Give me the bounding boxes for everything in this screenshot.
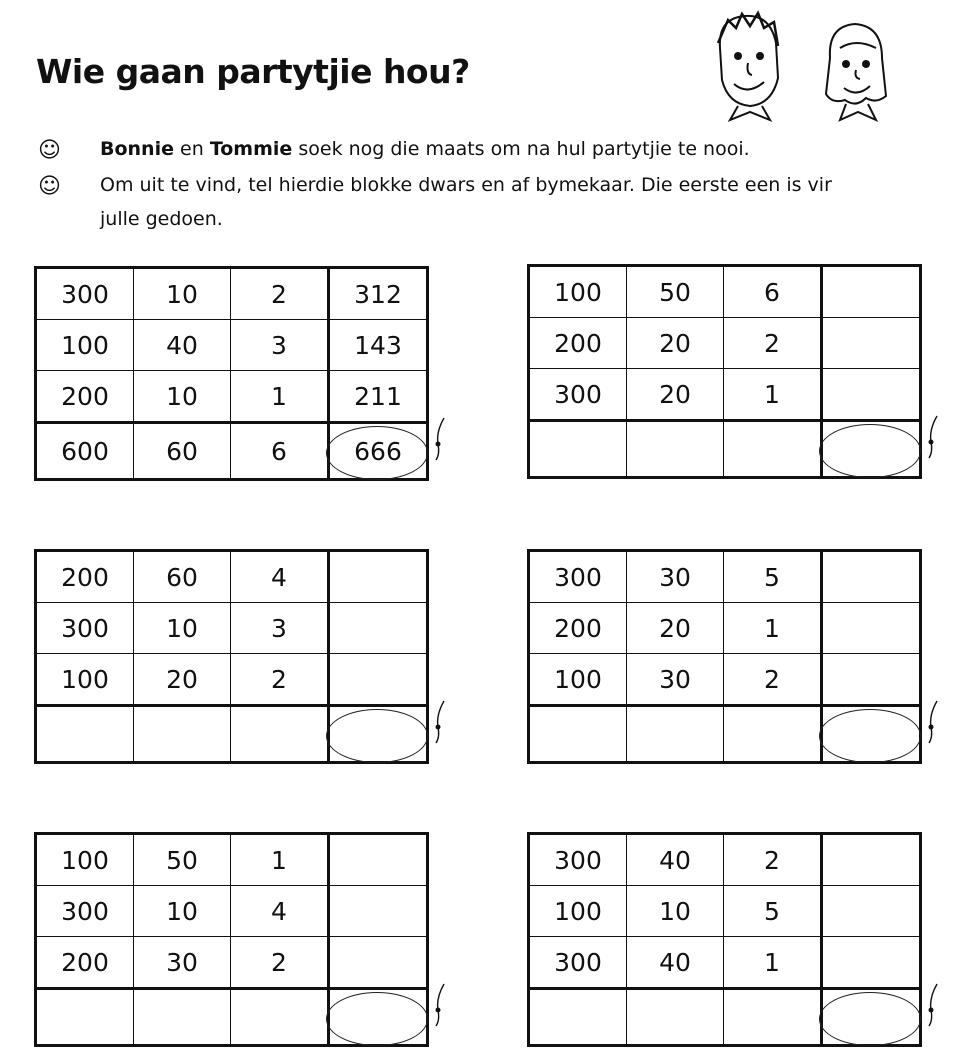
grid-cell: 10 (134, 603, 231, 654)
grid-cell[interactable] (329, 937, 428, 989)
grid-cell: 10 (134, 886, 231, 937)
sum-cell[interactable] (36, 989, 134, 1046)
grid-cell: 40 (627, 834, 724, 886)
grid-cell: 300 (36, 603, 134, 654)
total-oval (326, 992, 428, 1046)
grid-cell: 300 (529, 937, 627, 989)
sum-cell: 6 (231, 423, 329, 480)
grid-cell: 100 (36, 654, 134, 706)
grid-cell: 60 (134, 551, 231, 603)
grid-cell: 6 (724, 266, 822, 318)
sum-cell[interactable] (529, 989, 627, 1046)
grid-cell: 100 (529, 266, 627, 318)
total-oval (819, 424, 921, 478)
sum-cell[interactable] (627, 989, 724, 1046)
instruction-line-1: Bonnie en Tommie soek nog die maats om na hul partytjie te nooi. (100, 138, 750, 160)
grid-cell[interactable] (822, 603, 921, 654)
sum-cell[interactable] (724, 421, 822, 478)
check-tick-icon (923, 980, 943, 1030)
grid-cell: 312 (329, 268, 428, 320)
grid-cell: 100 (36, 834, 134, 886)
grid-cell: 50 (627, 266, 724, 318)
instruction-line-2: Om uit te vind, tel hierdie blokke dwars en af bymekaar. Die eerste een is vir (100, 174, 832, 196)
grid-cell[interactable] (822, 318, 921, 369)
sum-cell[interactable] (627, 421, 724, 478)
grid-cell: 1 (231, 834, 329, 886)
grid-cell[interactable] (329, 834, 428, 886)
grid-cell: 211 (329, 371, 428, 423)
grid-cell: 143 (329, 320, 428, 371)
grid-cell: 1 (724, 937, 822, 989)
check-tick-icon (923, 697, 943, 747)
smiley-bullet-icon: ☺ (38, 174, 61, 199)
grid-cell: 1 (724, 603, 822, 654)
grid-cell: 20 (134, 654, 231, 706)
sum-cell[interactable] (231, 706, 329, 763)
grid-cell: 2 (724, 318, 822, 369)
grid-cell: 2 (231, 937, 329, 989)
grid-cell: 3 (231, 603, 329, 654)
grid-cell: 2 (724, 834, 822, 886)
grid-cell: 200 (529, 603, 627, 654)
grid-cell: 200 (36, 937, 134, 989)
smiley-bullet-icon: ☺ (38, 138, 61, 163)
grid-cell: 100 (36, 320, 134, 371)
grid-cell[interactable] (822, 266, 921, 318)
children-illustration (700, 8, 905, 126)
page-title: Wie gaan partytjie hou? (36, 52, 470, 91)
grid-cell: 200 (529, 318, 627, 369)
grid-cell: 5 (724, 551, 822, 603)
grid-cell: 20 (627, 369, 724, 421)
grid-cell: 20 (627, 318, 724, 369)
total-oval (326, 426, 428, 480)
total-oval (326, 709, 428, 763)
grid-cell: 1 (231, 371, 329, 423)
sum-cell[interactable] (231, 989, 329, 1046)
check-tick-icon (430, 414, 450, 464)
grid-cell: 30 (134, 937, 231, 989)
sum-cell[interactable] (724, 989, 822, 1046)
grid-cell: 1 (724, 369, 822, 421)
instruction-line-3: julle gedoen. (100, 208, 223, 230)
boy-face-icon (718, 13, 778, 120)
grid-cell[interactable] (329, 886, 428, 937)
grid-cell[interactable] (822, 369, 921, 421)
sum-cell[interactable] (36, 706, 134, 763)
sum-cell: 666 (329, 423, 428, 480)
sum-cell[interactable] (134, 706, 231, 763)
grid-cell: 10 (134, 268, 231, 320)
sum-cell[interactable] (529, 706, 627, 763)
grid-cell[interactable] (822, 551, 921, 603)
grid-cell: 100 (529, 886, 627, 937)
sum-cell[interactable] (724, 706, 822, 763)
grid-cell: 200 (36, 551, 134, 603)
sum-cell: 60 (134, 423, 231, 480)
grid-cell[interactable] (822, 654, 921, 706)
grid-cell[interactable] (822, 886, 921, 937)
grid-cell: 40 (134, 320, 231, 371)
total-oval (819, 709, 921, 763)
grid-cell: 4 (231, 551, 329, 603)
grid-cell: 10 (627, 886, 724, 937)
grid-cell: 100 (529, 654, 627, 706)
grid-cell: 3 (231, 320, 329, 371)
grid-cell: 30 (627, 654, 724, 706)
total-oval (819, 992, 921, 1046)
grid-cell: 300 (529, 834, 627, 886)
grid-cell[interactable] (822, 834, 921, 886)
sum-cell: 600 (36, 423, 134, 480)
grid-cell: 4 (231, 886, 329, 937)
sum-cell[interactable] (529, 421, 627, 478)
grid-cell: 20 (627, 603, 724, 654)
grid-cell: 300 (529, 369, 627, 421)
check-tick-icon (923, 412, 943, 462)
grid-cell[interactable] (329, 603, 428, 654)
grid-cell: 10 (134, 371, 231, 423)
grid-cell: 300 (529, 551, 627, 603)
check-tick-icon (430, 697, 450, 747)
grid-cell: 2 (231, 268, 329, 320)
grid-cell: 300 (36, 268, 134, 320)
grid-cell: 2 (231, 654, 329, 706)
grid-cell[interactable] (822, 937, 921, 989)
grid-cell: 40 (627, 937, 724, 989)
grid-cell: 2 (724, 654, 822, 706)
check-tick-icon (430, 980, 450, 1030)
grid-cell: 300 (36, 886, 134, 937)
grid-cell: 30 (627, 551, 724, 603)
grid-cell[interactable] (329, 551, 428, 603)
girl-face-icon (826, 24, 886, 120)
grid-cell: 200 (36, 371, 134, 423)
grid-cell[interactable] (329, 654, 428, 706)
sum-cell[interactable] (627, 706, 724, 763)
sum-cell[interactable] (134, 989, 231, 1046)
grid-cell: 5 (724, 886, 822, 937)
grid-cell: 50 (134, 834, 231, 886)
